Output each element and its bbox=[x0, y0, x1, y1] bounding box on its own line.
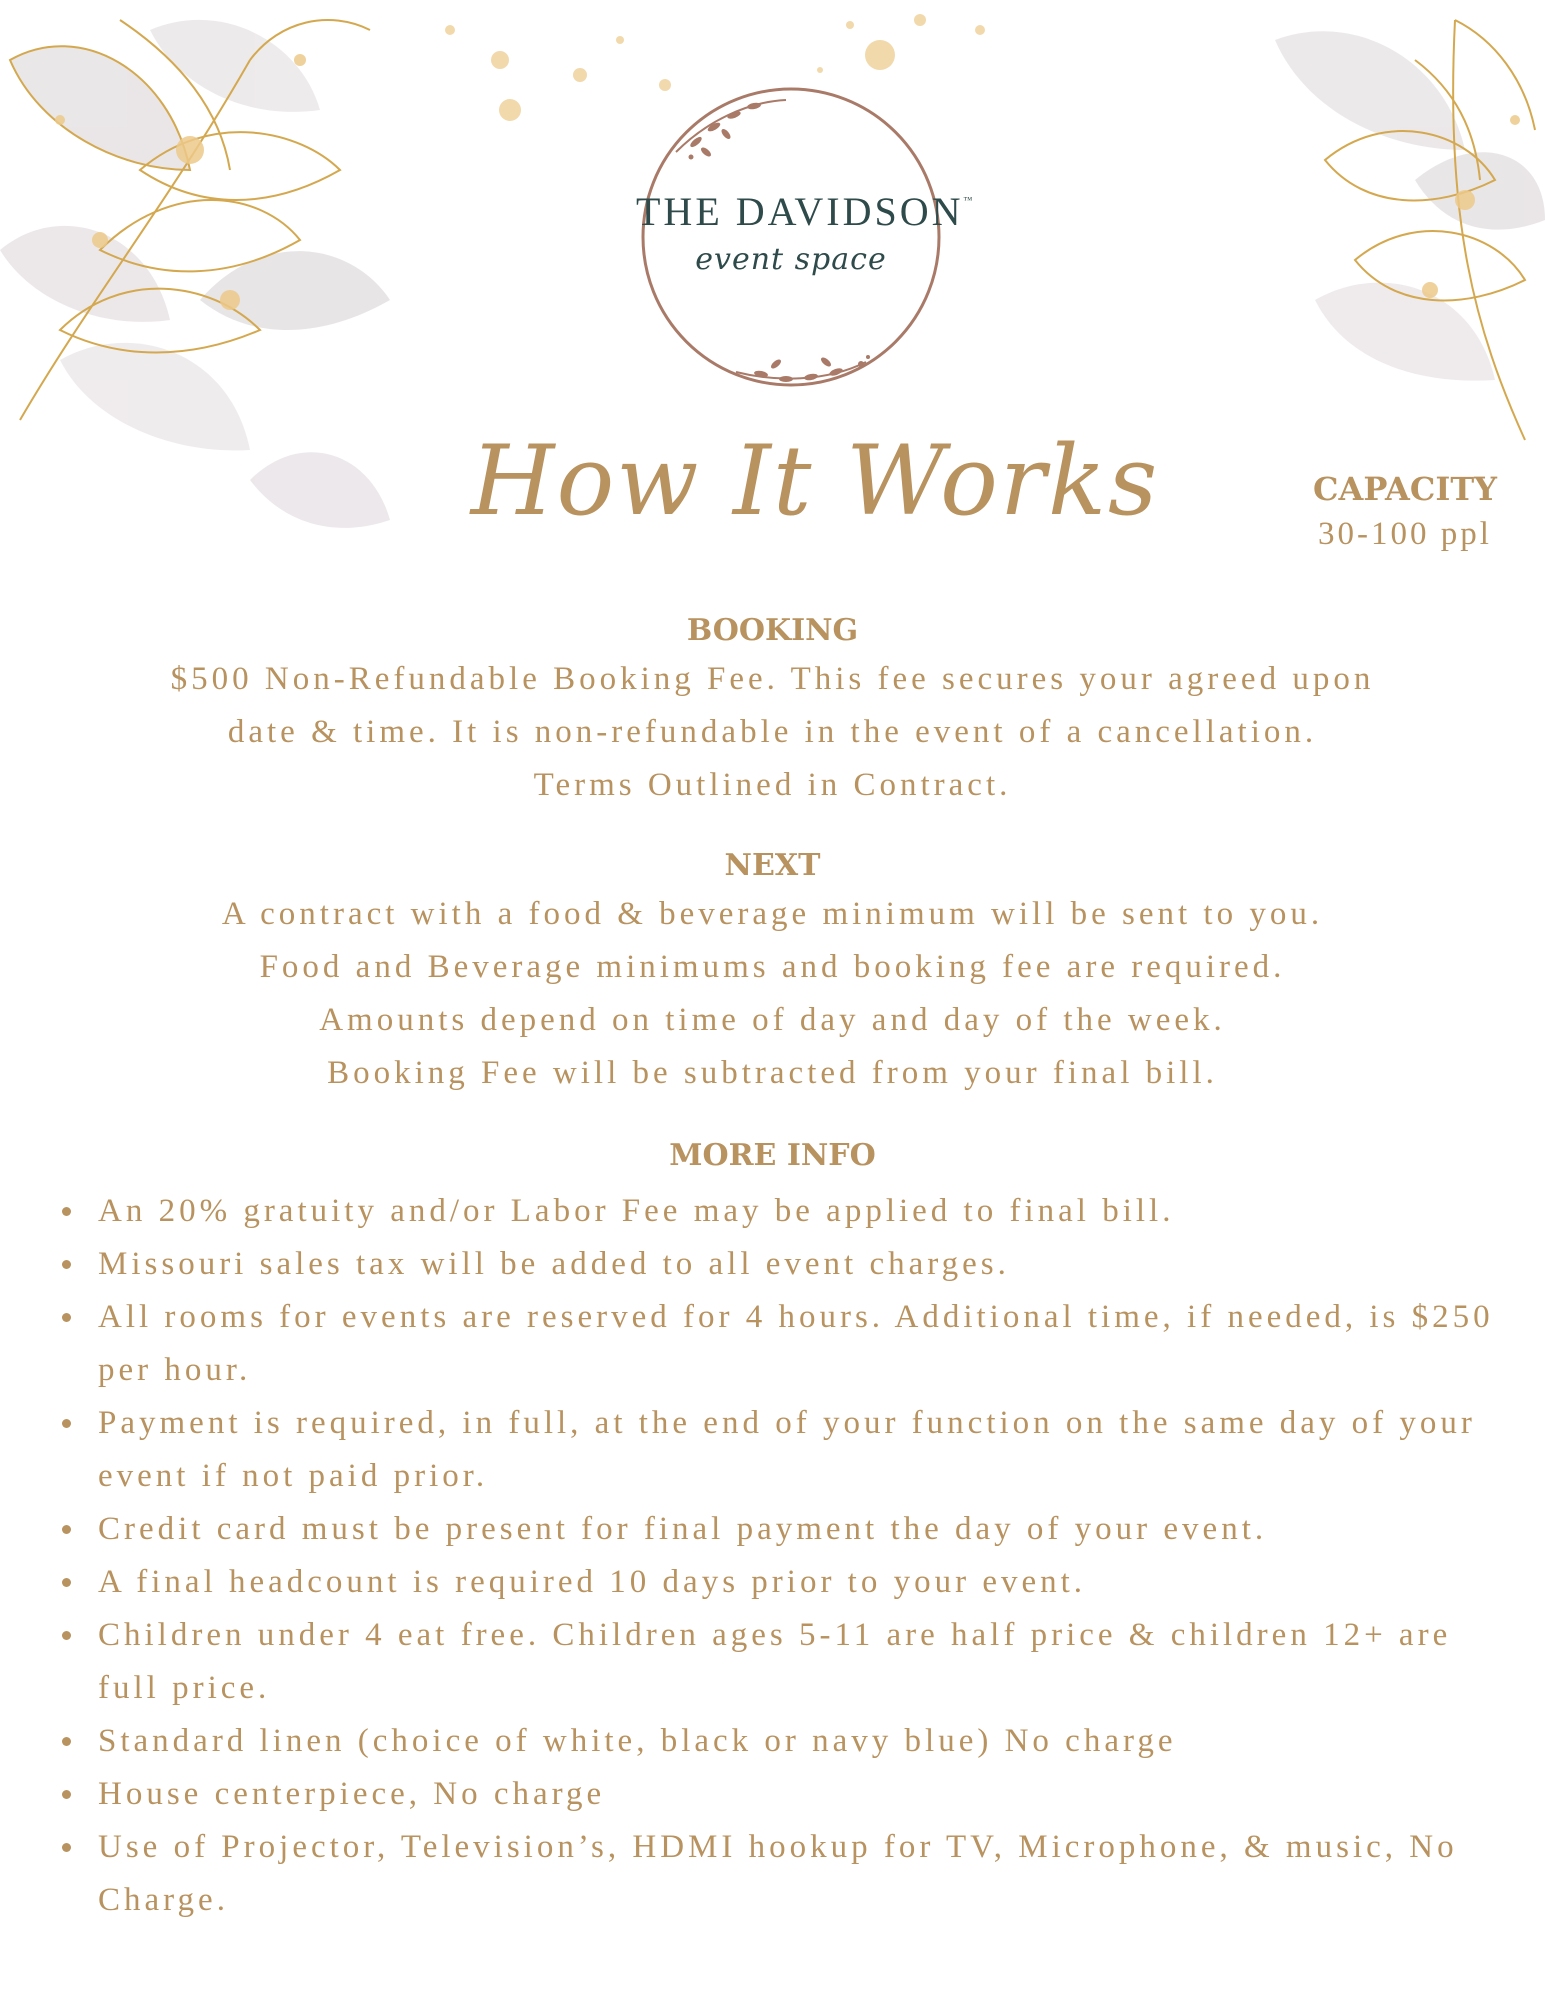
list-item: An 20% gratuity and/or Labor Fee may be applied to final bill. bbox=[62, 1185, 1502, 1238]
more-info-heading: MORE INFO bbox=[669, 1138, 876, 1173]
list-item: Credit card must be present for final payment the day of your event. bbox=[62, 1503, 1502, 1556]
list-item: Standard linen (choice of white, black or navy blue) No charge bbox=[62, 1715, 1502, 1768]
booking-line: Terms Outlined in Contract. bbox=[533, 767, 1012, 803]
page-title: How It Works bbox=[470, 425, 1160, 537]
next-section bbox=[60, 844, 1485, 1100]
next-line: Food and Beverage minimums and booking fee are required. bbox=[259, 949, 1286, 985]
more-info-section bbox=[60, 1134, 1485, 1178]
booking-heading: BOOKING bbox=[686, 613, 859, 648]
logo-subtitle-text: event space bbox=[695, 242, 887, 277]
list-item: Children under 4 eat free. Children ages 5-11 are half price & children 12+ are full price. bbox=[62, 1609, 1502, 1715]
list-item: Use of Projector, Television’s, HDMI hookup for TV, Microphone, & music, No Charge. bbox=[62, 1821, 1502, 1927]
capacity-label: CAPACITY bbox=[1313, 470, 1497, 508]
list-item: Missouri sales tax will be added to all event charges. bbox=[62, 1238, 1502, 1291]
next-line: A contract with a food & beverage minimum will be sent to you. bbox=[221, 896, 1324, 932]
list-item: A final headcount is required 10 days prior to your event. bbox=[62, 1556, 1502, 1609]
booking-line: $500 Non-Refundable Booking Fee. This fee secures your agreed upon bbox=[170, 661, 1375, 697]
capacity-block bbox=[1290, 470, 1520, 553]
logo-name-text: THE DAVIDSON™ bbox=[636, 189, 973, 234]
wreath-ring-icon bbox=[636, 82, 973, 392]
booking-line: date & time. It is non-refundable in the event of a cancellation. bbox=[227, 714, 1318, 750]
list-item: Payment is required, in full, at the end of your function on the same day of your event if not paid prior. bbox=[62, 1397, 1502, 1503]
booking-section bbox=[60, 609, 1485, 812]
list-item: All rooms for events are reserved for 4 hours. Additional time, if needed, is $250 per hour. bbox=[62, 1291, 1502, 1397]
leaves-decoration-left bbox=[0, 0, 440, 620]
list-item: House centerpiece, No charge bbox=[62, 1768, 1502, 1821]
capacity-value: 30-100 ppl bbox=[1318, 516, 1492, 552]
next-line: Booking Fee will be subtracted from your final bill. bbox=[327, 1055, 1218, 1091]
next-line: Amounts depend on time of day and day of the week. bbox=[319, 1002, 1226, 1038]
next-heading: NEXT bbox=[724, 848, 821, 883]
leaves-decoration-right bbox=[1215, 0, 1545, 460]
more-info-list bbox=[62, 1185, 1502, 1927]
davidson-logo bbox=[636, 82, 973, 392]
